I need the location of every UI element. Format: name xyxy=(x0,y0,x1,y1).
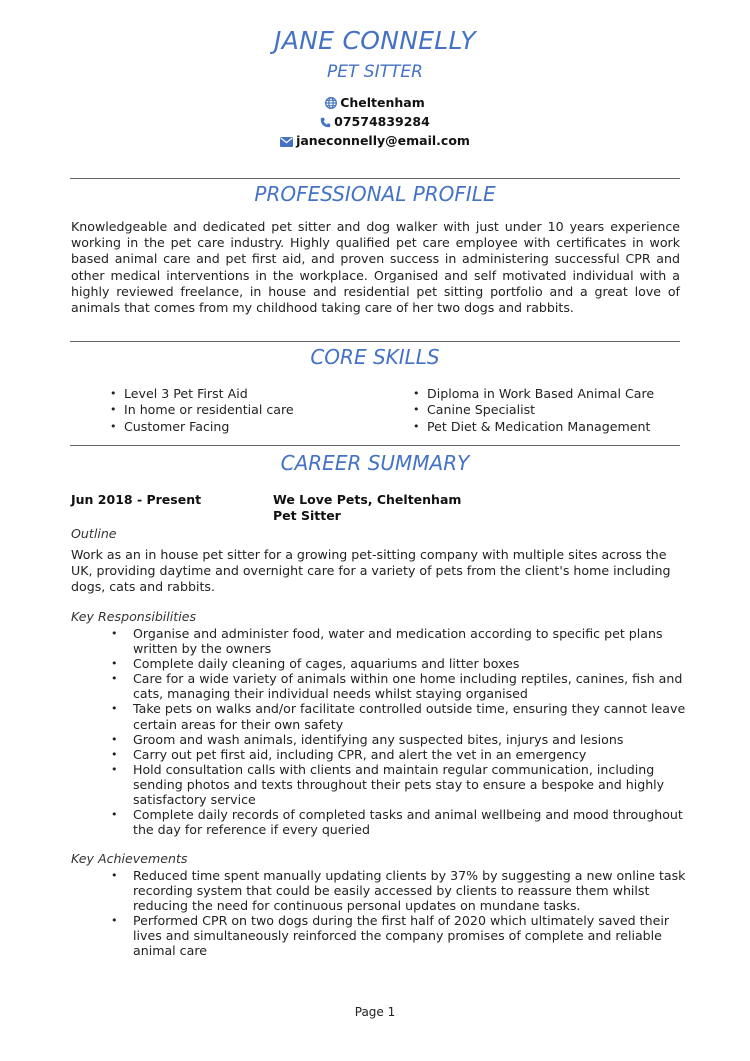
divider xyxy=(70,178,680,179)
job-employer-block xyxy=(273,492,461,524)
job-employer: We Love Pets, Cheltenham xyxy=(273,492,462,507)
skill-item: • Pet Diet & Medication Management xyxy=(413,419,654,435)
responsibilities-list xyxy=(133,626,693,837)
contact-location xyxy=(0,95,750,110)
achievements-list xyxy=(133,868,693,959)
envelope-icon xyxy=(280,137,293,147)
outline-label: Outline xyxy=(71,526,117,541)
list-item: • Care for a wide variety of animals within one home including reptiles, canines, fish and cats, managing their individual needs whilst staying organised xyxy=(133,671,693,701)
contact-email xyxy=(0,133,750,148)
globe-icon xyxy=(325,97,337,109)
job-date: Jun 2018 - Present xyxy=(71,492,202,507)
divider xyxy=(70,341,680,342)
skills-heading: CORE SKILLS xyxy=(310,345,440,369)
email-text[interactable]: janeconnelly@email.com xyxy=(296,133,470,148)
page-number: Page 1 xyxy=(354,1005,396,1019)
outline-text: Work as an in house pet sitter for a growing pet-sitting company with multiple sites across the UK, providing daytime and overnight care for a variety of pets from the client's home including dogs, cats and rabbits. xyxy=(71,547,671,594)
career-heading: CAREER SUMMARY xyxy=(280,451,470,475)
phone-text: 07574839284 xyxy=(334,114,430,129)
skills-list-left xyxy=(110,386,294,435)
list-item: • Complete daily records of completed tasks and animal wellbeing and mood throughout the day for reference if every queried xyxy=(133,807,693,837)
list-item: • Groom and wash animals, identifying any suspected bites, injurys and lesions xyxy=(133,732,693,747)
contact-phone xyxy=(0,114,750,129)
list-item: • Carry out pet first aid, including CPR, and alert the vet in an emergency xyxy=(133,747,693,762)
candidate-name: JANE CONNELLY xyxy=(274,26,476,55)
achievements-label: Key Achievements xyxy=(71,851,188,866)
skill-item: • In home or residential care xyxy=(110,402,294,418)
location-text: Cheltenham xyxy=(340,95,425,110)
skill-item: • Diploma in Work Based Animal Care xyxy=(413,386,654,402)
list-item: • Hold consultation calls with clients and maintain regular communication, including sending photos and texts throughout their pets stay to ensure a bespoke and highly satisfactory service xyxy=(133,762,693,807)
skill-item: • Level 3 Pet First Aid xyxy=(110,386,294,402)
skill-item: • Customer Facing xyxy=(110,419,294,435)
skill-item: • Canine Specialist xyxy=(413,402,654,418)
candidate-title: PET SITTER xyxy=(327,62,423,82)
job-role: Pet Sitter xyxy=(273,508,341,523)
list-item: • Take pets on walks and/or facilitate controlled outside time, ensuring they cannot leave certain areas for their own safety xyxy=(133,701,693,731)
profile-heading: PROFESSIONAL PROFILE xyxy=(254,182,496,206)
list-item: • Complete daily cleaning of cages, aquariums and litter boxes xyxy=(133,656,693,671)
profile-text: Knowledgeable and dedicated pet sitter and dog walker with just under 10 years experience working in the pet care industry. Highly qualified pet care employee with certificates in work based animal care and pet first aid, and proven success in administering successful CPR and other medical interventions in the workplace. Organised and self motivated individual with a highly reviewed freelance, in house and residential pet sitting portfolio and a great love of animals that comes from my childhood taking care of her two dogs and rabbits. xyxy=(71,219,680,316)
list-item: • Reduced time spent manually updating clients by 37% by suggesting a new online task recording system that could be easily accessed by clients to reassure them whilst reducing the need for continuous personal updates on mundane tasks. xyxy=(133,868,693,913)
skills-list-right xyxy=(413,386,654,435)
divider xyxy=(70,445,680,446)
phone-icon xyxy=(320,117,331,128)
responsibilities-label: Key Responsibilities xyxy=(71,609,197,624)
list-item: • Organise and administer food, water and medication according to specific pet plans written by the owners xyxy=(133,626,693,656)
list-item: • Performed CPR on two dogs during the first half of 2020 which ultimately saved their lives and simultaneously reinforced the company promises of complete and reliable animal care xyxy=(133,913,693,958)
